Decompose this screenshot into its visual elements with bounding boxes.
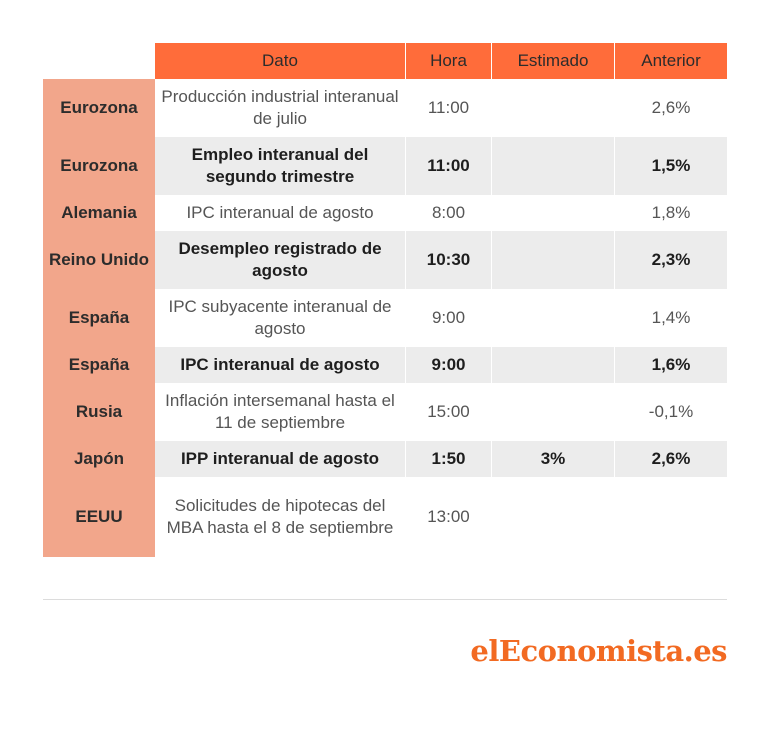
estimado-cell	[492, 231, 615, 289]
header-estimado: Estimado	[492, 43, 615, 79]
estimado-cell	[492, 137, 615, 195]
country-cell: Eurozona	[43, 79, 155, 137]
dato-cell: Empleo interanual del segundo trimestre	[155, 137, 406, 195]
country-cell: España	[43, 347, 155, 383]
estimado-cell	[492, 477, 615, 557]
anterior-cell: 2,6%	[651, 98, 691, 117]
hora-cell: 9:00	[406, 289, 492, 347]
economic-calendar-table	[43, 43, 727, 557]
estimado-cell	[492, 383, 615, 441]
header-dato: Dato	[155, 43, 406, 79]
table-row	[43, 289, 727, 347]
country-cell: Reino Unido	[43, 231, 155, 289]
dato-cell: Producción industrial interanual de julio	[155, 79, 406, 137]
table-row	[43, 195, 727, 231]
hora-cell: 15:00	[406, 383, 492, 441]
hora-cell: 11:00	[406, 79, 492, 137]
table-row	[43, 477, 727, 557]
anterior-cell: 2,3%	[615, 231, 727, 289]
table-row	[43, 137, 727, 195]
anterior-cell: -0,1%	[648, 402, 694, 421]
dato-cell: IPP interanual de agosto	[155, 441, 406, 477]
divider	[43, 599, 727, 600]
country-cell: Rusia	[43, 383, 155, 441]
dato-cell: IPC interanual de agosto	[155, 195, 406, 231]
anterior-cell: 1,6%	[615, 347, 727, 383]
country-cell: Japón	[43, 441, 155, 477]
table-row	[43, 231, 727, 289]
hora-cell: 10:30	[406, 231, 492, 289]
table-row	[43, 383, 727, 441]
hora-cell: 1:50	[406, 441, 492, 477]
estimado-cell	[492, 347, 615, 383]
hora-cell: 13:00	[406, 477, 492, 557]
hora-cell: 9:00	[406, 347, 492, 383]
country-cell: Alemania	[43, 195, 155, 231]
hora-cell: 11:00	[406, 137, 492, 195]
estimado-cell	[492, 79, 615, 137]
table-row	[43, 441, 727, 477]
country-cell: España	[43, 289, 155, 347]
estimado-cell	[492, 289, 615, 347]
estimado-cell: 3%	[492, 441, 615, 477]
dato-cell: IPC interanual de agosto	[155, 347, 406, 383]
header-anterior: Anterior	[615, 43, 727, 79]
anterior-cell	[615, 477, 727, 557]
dato-cell: Solicitudes de hipotecas del MBA hasta el 8 de septiembre	[155, 477, 406, 557]
dato-cell: IPC subyacente interanual de agosto	[155, 289, 406, 347]
table-header	[155, 43, 727, 79]
table-row	[43, 347, 727, 383]
country-cell: EEUU	[43, 477, 155, 557]
table-row	[43, 79, 727, 137]
header-hora: Hora	[406, 43, 492, 79]
dato-cell: Inflación intersemanal hasta el 11 de septiembre	[155, 383, 406, 441]
anterior-cell: 1,4%	[651, 308, 691, 327]
country-cell: Eurozona	[43, 137, 155, 195]
anterior-cell: 1,8%	[651, 203, 691, 222]
hora-cell: 8:00	[406, 195, 492, 231]
anterior-cell: 1,5%	[615, 137, 727, 195]
dato-cell: Desempleo registrado de agosto	[155, 231, 406, 289]
anterior-cell: 2,6%	[615, 441, 727, 477]
eleconomista-logo: elEconomista.es	[470, 634, 727, 668]
estimado-cell	[492, 195, 615, 231]
